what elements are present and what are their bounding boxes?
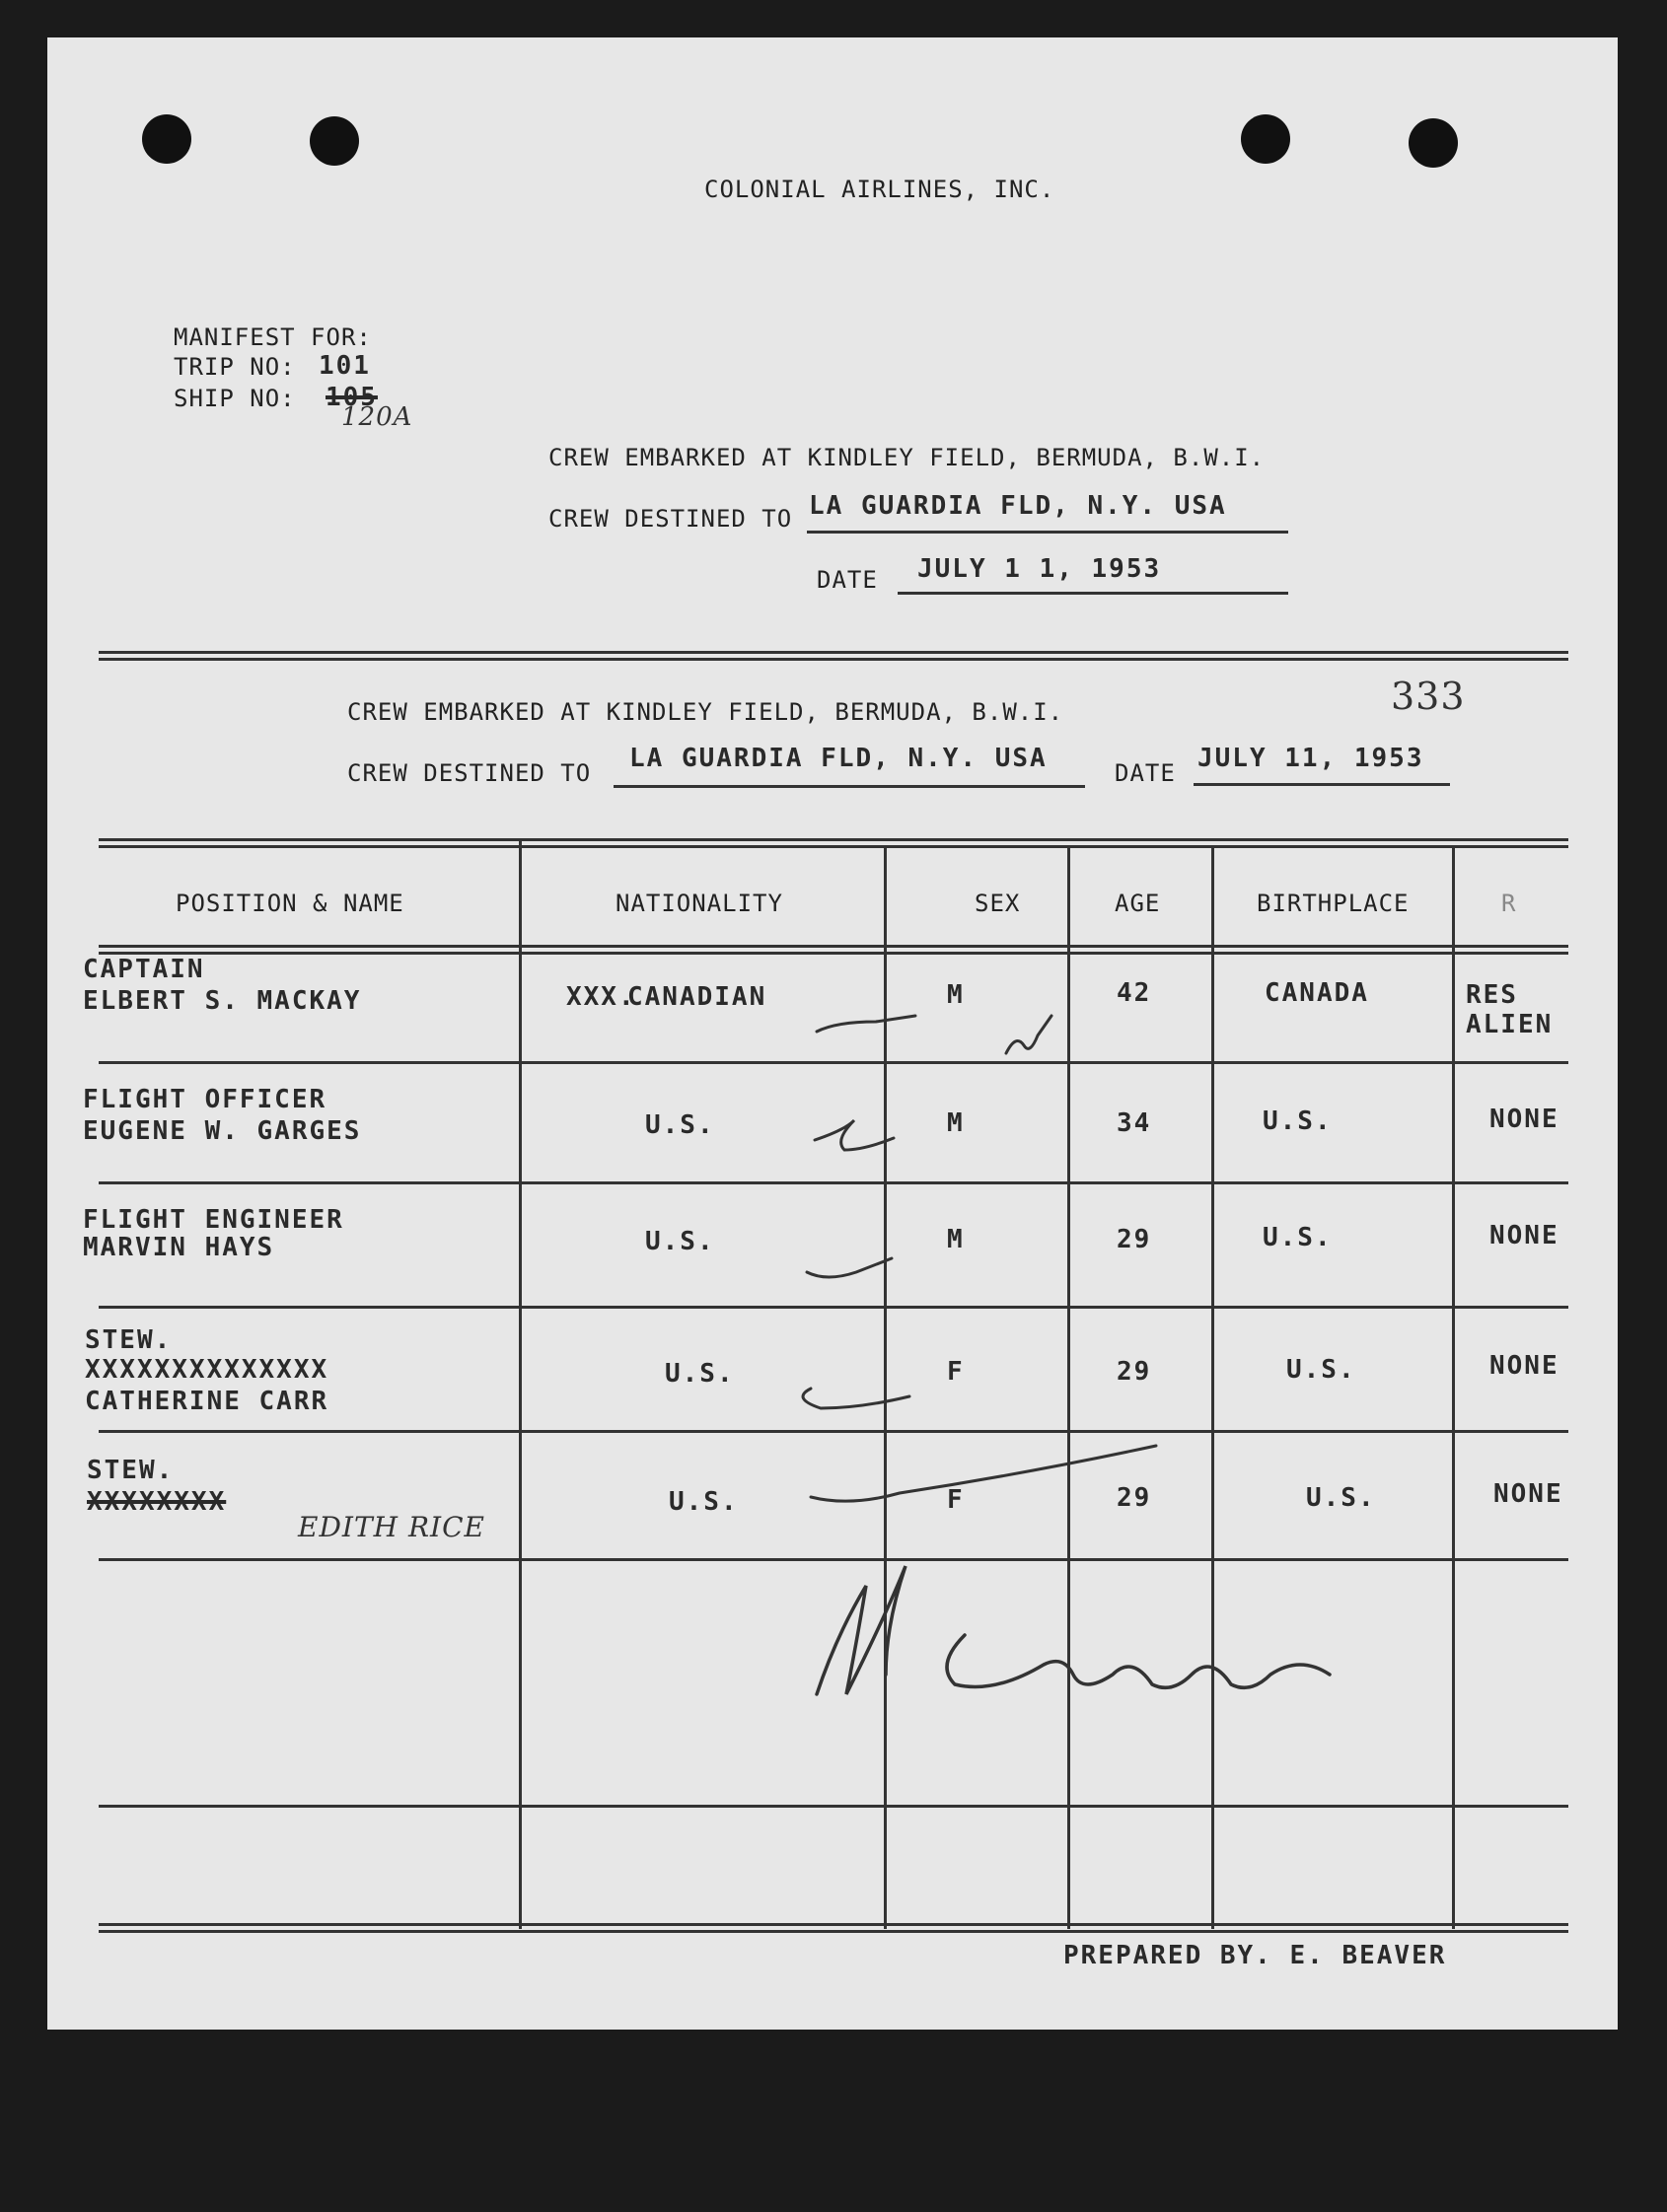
row3-name: MARVIN HAYS	[83, 1233, 275, 1262]
row4-birthplace: U.S.	[1286, 1355, 1356, 1385]
row4-r: NONE	[1489, 1351, 1559, 1381]
row2-sex: M	[947, 1108, 965, 1138]
row1-nationality-struck: XXX.	[566, 982, 636, 1012]
signature-text	[965, 1639, 1098, 1658]
row5-sex: F	[947, 1485, 965, 1515]
ship-number-struck: 105	[326, 383, 378, 412]
handwritten-marks	[47, 37, 1618, 2030]
row2-name: EUGENE W. GARGES	[83, 1116, 362, 1146]
header-age: AGE	[1115, 890, 1161, 917]
second-date-label: DATE	[1115, 759, 1176, 787]
first-embarked: CREW EMBARKED AT KINDLEY FIELD, BERMUDA, B.W.I.	[548, 444, 1266, 471]
row3-position: FLIGHT ENGINEER	[83, 1205, 344, 1235]
row1-nationality: CANADIAN	[627, 982, 767, 1012]
first-destined-value: LA GUARDIA FLD, N.Y. USA	[809, 491, 1227, 521]
ship-label: SHIP NO:	[174, 385, 296, 412]
row3-r: NONE	[1489, 1221, 1559, 1250]
row5-position: STEW.	[87, 1456, 175, 1485]
header-nationality: NATIONALITY	[616, 890, 783, 917]
first-date-label: DATE	[817, 566, 878, 594]
first-date-value: JULY 1 1, 1953	[917, 554, 1162, 584]
row3-birthplace: U.S.	[1263, 1223, 1333, 1252]
first-destined-label: CREW DESTINED TO	[548, 505, 793, 533]
row1-r: RES ALIEN	[1466, 980, 1554, 1039]
header-birthplace: BIRTHPLACE	[1257, 890, 1410, 917]
row5-name-handwritten: EDITH RICE	[298, 1511, 485, 1543]
ship-number-handwritten: 120A	[341, 402, 413, 432]
row2-birthplace: U.S.	[1263, 1106, 1333, 1136]
row5-nationality: U.S.	[669, 1487, 739, 1517]
prepared-by: PREPARED BY. E. BEAVER	[1063, 1941, 1447, 1970]
row4-position: STEW.	[85, 1325, 173, 1355]
row5-age: 29	[1117, 1483, 1152, 1513]
company-name: COLONIAL AIRLINES, INC.	[704, 176, 1055, 203]
row4-name-struck: XXXXXXXXXXXXXX	[85, 1355, 329, 1385]
second-date-value: JULY 11, 1953	[1197, 744, 1424, 773]
row5-r: NONE	[1493, 1479, 1563, 1509]
second-destined-label: CREW DESTINED TO	[347, 759, 592, 787]
row5-birthplace: U.S.	[1306, 1483, 1376, 1513]
row3-sex: M	[947, 1225, 965, 1254]
row4-name: CATHERINE CARR	[85, 1387, 329, 1416]
row3-nationality: U.S.	[645, 1227, 715, 1256]
row4-age: 29	[1117, 1357, 1152, 1387]
row1-name: ELBERT S. MACKAY	[83, 986, 362, 1016]
header-sex: SEX	[975, 890, 1021, 917]
manifest-page	[47, 37, 1618, 2030]
row1-birthplace: CANADA	[1265, 978, 1369, 1008]
form-number: 333	[1391, 675, 1466, 718]
trip-number: 101	[319, 351, 371, 381]
row1-age: 42	[1117, 978, 1152, 1008]
row2-age: 34	[1117, 1108, 1152, 1138]
manifest-label: MANIFEST FOR:	[174, 323, 372, 351]
trip-label: TRIP NO:	[174, 353, 296, 381]
second-destined-value: LA GUARDIA FLD, N.Y. USA	[629, 744, 1048, 773]
row2-position: FLIGHT OFFICER	[83, 1085, 327, 1114]
row3-age: 29	[1117, 1225, 1152, 1254]
header-r: R	[1501, 890, 1517, 917]
row1-position: CAPTAIN	[83, 955, 205, 984]
row4-nationality: U.S.	[665, 1359, 735, 1389]
row1-sex: M	[947, 980, 965, 1010]
second-embarked: CREW EMBARKED AT KINDLEY FIELD, BERMUDA, B.W.I.	[347, 698, 1064, 726]
row2-nationality: U.S.	[645, 1110, 715, 1140]
signature-stroke	[817, 1566, 1330, 1694]
row4-sex: F	[947, 1357, 965, 1387]
row5-name-struck: XXXXXXXX	[87, 1487, 227, 1517]
header-position-name: POSITION & NAME	[176, 890, 404, 917]
row2-r: NONE	[1489, 1105, 1559, 1134]
